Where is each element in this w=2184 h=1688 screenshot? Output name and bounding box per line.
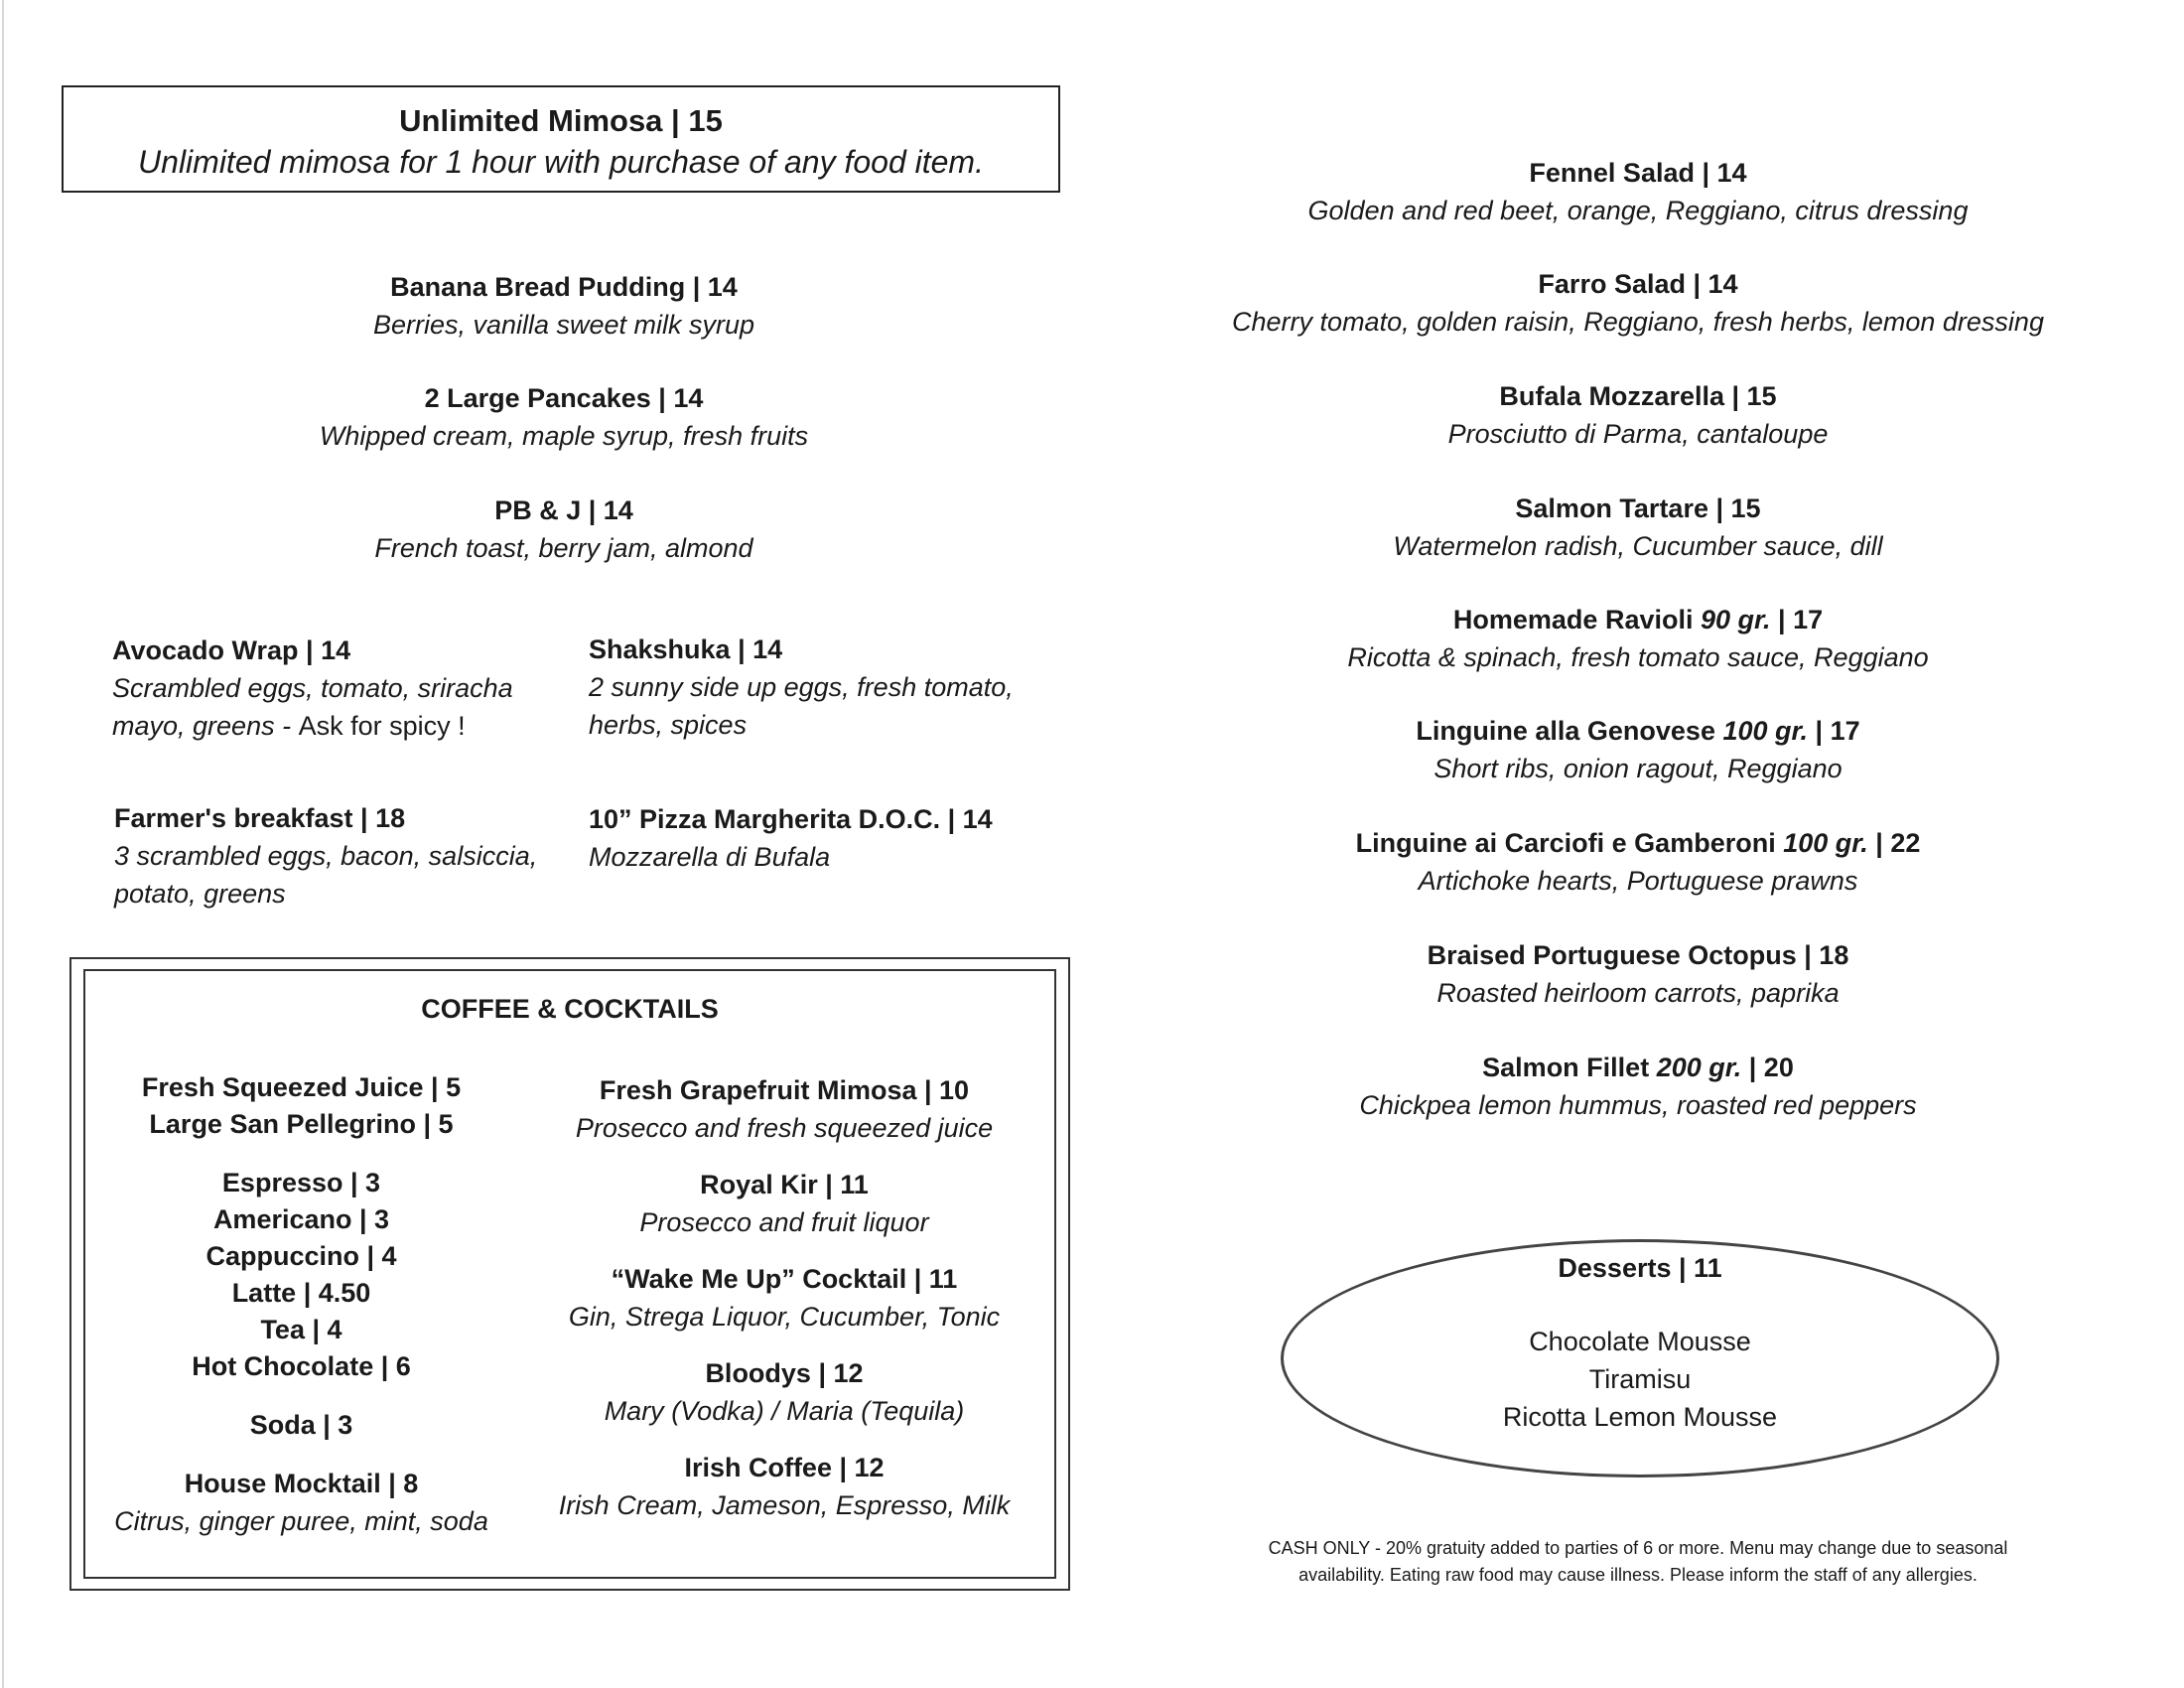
drink-grapefruit-mimosa <box>546 1072 1023 1147</box>
footer-line-2: availability. Eating raw food may cause illness. Please inform the staff of any allergies. <box>1298 1565 1978 1585</box>
item-price: | 15 <box>1731 381 1777 411</box>
drink-house-mocktail: House Mocktail | 8 <box>184 1469 419 1498</box>
item-weight: 200 gr. <box>1656 1053 1742 1082</box>
item-description-line2: mayo, greens - <box>112 711 299 741</box>
coffee-right-column <box>546 1072 1023 1524</box>
menu-item-homemade-ravioli <box>1142 602 2134 676</box>
item-price: | 14 <box>1702 158 1747 188</box>
item-price: | 14 <box>1693 269 1738 299</box>
drink-fresh-juice: Fresh Squeezed Juice | 5 <box>141 1072 462 1102</box>
menu-item-braised-octopus <box>1142 937 2134 1012</box>
menu-item-pizza-margherita <box>589 801 993 876</box>
menu-item-linguine-carciofi <box>1142 825 2134 900</box>
item-title: PB & J | 14 <box>494 495 633 525</box>
desserts-section <box>1281 1249 1999 1436</box>
drink-cappuccino: Cappuccino | 4 <box>205 1241 397 1271</box>
item-name: Homemade Ravioli <box>1452 605 1701 634</box>
item-description: Whipped cream, maple syrup, fresh fruits <box>319 421 809 451</box>
item-title: Shakshuka | 14 <box>589 634 783 664</box>
drink-title: Irish Coffee | 12 <box>684 1453 885 1482</box>
drink-title: “Wake Me Up” Cocktail | 11 <box>611 1264 958 1294</box>
item-name: Linguine ai Carciofi e Gamberoni <box>1355 828 1784 858</box>
dessert-item: Tiramisu <box>1588 1364 1692 1394</box>
page-edge-line <box>2 0 4 1688</box>
item-description: Artichoke hearts, Portuguese prawns <box>1418 866 1858 896</box>
menu-item-farro-salad <box>1142 266 2134 341</box>
drink-house-mocktail-description: Citrus, ginger puree, mint, soda <box>114 1506 488 1536</box>
drink-latte: Latte | 4.50 <box>231 1278 371 1308</box>
item-title: 10” Pizza Margherita D.O.C. | 14 <box>589 804 993 834</box>
menu-item-linguine-genovese <box>1142 713 2134 787</box>
item-title: Avocado Wrap | 14 <box>112 635 351 665</box>
drink-americano: Americano | 3 <box>212 1204 390 1234</box>
drink-bloodys <box>546 1355 1023 1430</box>
menu-item-avocado-wrap <box>112 633 513 745</box>
drink-description: Prosecco and fresh squeezed juice <box>575 1113 994 1143</box>
menu-item-banana-bread-pudding <box>68 269 1060 344</box>
footer-notice <box>1221 1535 2055 1589</box>
item-price: | 17 <box>1770 605 1824 634</box>
mimosa-banner <box>62 85 1060 193</box>
coffee-left-column <box>95 1069 507 1540</box>
item-title: Banana Bread Pudding | 14 <box>390 272 738 302</box>
coffee-cocktails-heading: COFFEE & COCKTAILS <box>421 994 719 1024</box>
item-description: Golden and red beet, orange, Reggiano, citrus dressing <box>1307 196 1969 225</box>
item-description: Ricotta & spinach, fresh tomato sauce, Reggiano <box>1347 642 1929 672</box>
dessert-item: Ricotta Lemon Mousse <box>1502 1402 1778 1432</box>
drink-hot-chocolate: Hot Chocolate | 6 <box>192 1351 411 1381</box>
drink-royal-kir <box>546 1167 1023 1241</box>
menu-item-fennel-salad <box>1142 155 2134 229</box>
drink-espresso: Espresso | 3 <box>221 1168 381 1197</box>
item-name: Salmon Fillet <box>1482 1053 1657 1082</box>
item-price: | 18 <box>1804 940 1849 970</box>
drink-tea: Tea | 4 <box>260 1315 342 1344</box>
item-description-line1: Scrambled eggs, tomato, sriracha <box>112 673 513 703</box>
item-description-line1: 2 sunny side up eggs, fresh tomato, <box>589 672 1014 702</box>
item-description: Watermelon radish, Cucumber sauce, dill <box>1393 531 1883 561</box>
item-description: Chickpea lemon hummus, roasted red peppers <box>1359 1090 1917 1120</box>
item-description-line1: Mozzarella di Bufala <box>589 842 831 872</box>
menu-item-shakshuka <box>589 632 1014 744</box>
drink-title: Bloodys | 12 <box>705 1358 864 1388</box>
drink-description: Gin, Strega Liquor, Cucumber, Tonic <box>568 1302 1001 1332</box>
item-price: | 20 <box>1741 1053 1794 1082</box>
drink-wake-me-up <box>546 1261 1023 1336</box>
drink-description: Mary (Vodka) / Maria (Tequila) <box>604 1396 965 1426</box>
item-name: Braised Portuguese Octopus <box>1427 940 1805 970</box>
menu-item-pancakes <box>68 380 1060 455</box>
drink-title: Royal Kir | 11 <box>700 1170 869 1199</box>
item-price: | 22 <box>1867 828 1921 858</box>
item-name: Farro Salad <box>1538 269 1694 299</box>
item-weight: 100 gr. <box>1722 716 1809 746</box>
menu-item-pbj <box>68 492 1060 567</box>
drink-title: Fresh Grapefruit Mimosa | 10 <box>599 1075 970 1105</box>
item-name: Salmon Tartare <box>1515 493 1716 523</box>
drink-description: Irish Cream, Jameson, Espresso, Milk <box>558 1490 1011 1520</box>
menu-item-salmon-fillet <box>1142 1050 2134 1124</box>
item-title: 2 Large Pancakes | 14 <box>424 383 704 413</box>
drink-description: Prosecco and fruit liquor <box>639 1207 929 1237</box>
item-description: Cherry tomato, golden raisin, Reggiano, fresh herbs, lemon dressing <box>1232 307 2044 337</box>
item-name: Fennel Salad <box>1529 158 1703 188</box>
item-price: | 17 <box>1808 716 1860 746</box>
item-description: Roasted heirloom carrots, paprika <box>1436 978 1840 1008</box>
item-description: Prosciutto di Parma, cantaloupe <box>1447 419 1829 449</box>
item-description: Short ribs, onion ragout, Reggiano <box>1433 754 1843 783</box>
item-description-line2: herbs, spices <box>589 710 748 740</box>
drink-san-pellegrino: Large San Pellegrino | 5 <box>149 1109 454 1139</box>
item-description: French toast, berry jam, almond <box>374 533 753 563</box>
item-spicy-note: Ask for spicy ! <box>298 711 466 741</box>
mimosa-description: Unlimited mimosa for 1 hour with purchase of any food item. <box>138 144 984 180</box>
menu-item-farmers-breakfast <box>114 800 537 913</box>
item-price: | 15 <box>1715 493 1761 523</box>
menu-item-bufala-mozzarella <box>1142 378 2134 453</box>
drink-irish-coffee <box>546 1450 1023 1524</box>
item-description: Berries, vanilla sweet milk syrup <box>372 310 755 340</box>
dessert-item: Chocolate Mousse <box>1529 1327 1751 1356</box>
item-weight: 90 gr. <box>1700 605 1771 634</box>
item-name: Bufala Mozzarella <box>1499 381 1732 411</box>
item-name: Linguine alla Genovese <box>1416 716 1723 746</box>
item-title: Farmer's breakfast | 18 <box>114 803 406 833</box>
menu-item-salmon-tartare <box>1142 491 2134 565</box>
footer-line-1: CASH ONLY - 20% gratuity added to parties of 6 or more. Menu may change due to seasonal <box>1268 1538 2008 1558</box>
item-weight: 100 gr. <box>1783 828 1868 858</box>
mimosa-title: Unlimited Mimosa | 15 <box>399 103 723 138</box>
item-description-line1: 3 scrambled eggs, bacon, salsiccia, <box>114 841 538 871</box>
item-description-line2: potato, greens <box>114 879 286 909</box>
desserts-title: Desserts | 11 <box>1558 1253 1722 1283</box>
drink-soda: Soda | 3 <box>249 1410 353 1440</box>
